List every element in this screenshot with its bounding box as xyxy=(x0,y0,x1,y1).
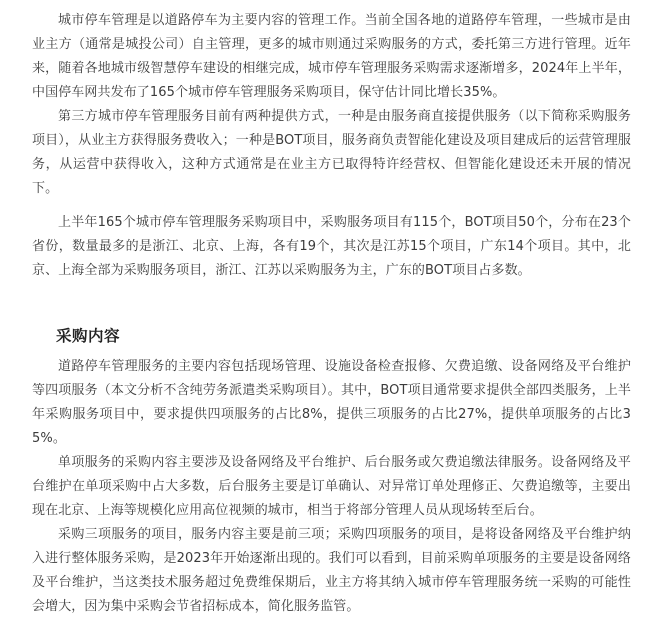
paragraph-section-1: 道路停车管理服务的主要内容包括现场管理、设施设备检查报修、欠费追缴、设备网络及平台维护等四项服务（本文分析不含纯劳务派遣类采购项目）。其中，BOT项目通常要求提供全部四类服务，上半年采购服务项目中，要求提供四项服务的占比8%，提供三项服务的占比27%，提供单项服务的占比35%。 xyxy=(32,359,631,446)
paragraph-section-2: 单项服务的采购内容主要涉及设备网络及平台维护、后台服务或欠费追缴法律服务。设备网络及平台维护在单项采购中占大多数，后台服务主要是订单确认、对异常订单处理修正、欠费追缴等，主要出现在北京、上海等规模化应用高位视频的城市，相当于将部分管理人员从现场转至后台。 xyxy=(32,455,631,518)
paragraph-intro-2: 第三方城市停车管理服务目前有两种提供方式，一种是由服务商直接提供服务（以下简称采购服务项目），从业主方获得服务费收入；一种是BOT项目，服务商负责智能化建设及项目建成后的运营管理服务，从运营中获得收入，这种方式通常是在业主方已取得特许经营权、但智能化建设还未开展的情况下。 xyxy=(32,109,631,196)
paragraph-intro-1: 城市停车管理是以道路停车为主要内容的管理工作。当前全国各地的道路停车管理，一些城市是由业主方（通常是城投公司）自主管理，更多的城市则通过采购服务的方式，委托第三方进行管理。近年来，随着各地城市级智慧停车建设的相继完成，城市停车管理服务采购需求逐渐增多，2024年上半年，中国停车网共发布了165个城市停车管理服务采购项目，保守估计同比增长35%。 xyxy=(32,13,631,100)
paragraph-intro-3: 上半年165个城市停车管理服务采购项目中，采购服务项目有115个，BOT项目50个，分布在23个省份，数量最多的是浙江、北京、上海，各有19个，其次是江苏15个项目，广东14个项目。其中，北京、上海全部为采购服务项目，浙江、江苏以采购服务为主，广东的BOT项目占多数。 xyxy=(32,215,631,278)
paragraph-section-3: 采购三项服务的项目，服务内容主要是前三项；采购四项服务的项目，是将设备网络及平台维护纳入进行整体服务采购，是2023年开始逐渐出现的。我们可以看到，目前采购单项服务的主要是设备网络及平台维护，当这类技术服务超过免费维保期后，业主方将其纳入城市停车管理服务统一采购的可能性会增大，因为集中采购会节省招标成本，简化服务监管。 xyxy=(32,527,631,614)
section-heading: 采购内容 xyxy=(56,327,121,345)
